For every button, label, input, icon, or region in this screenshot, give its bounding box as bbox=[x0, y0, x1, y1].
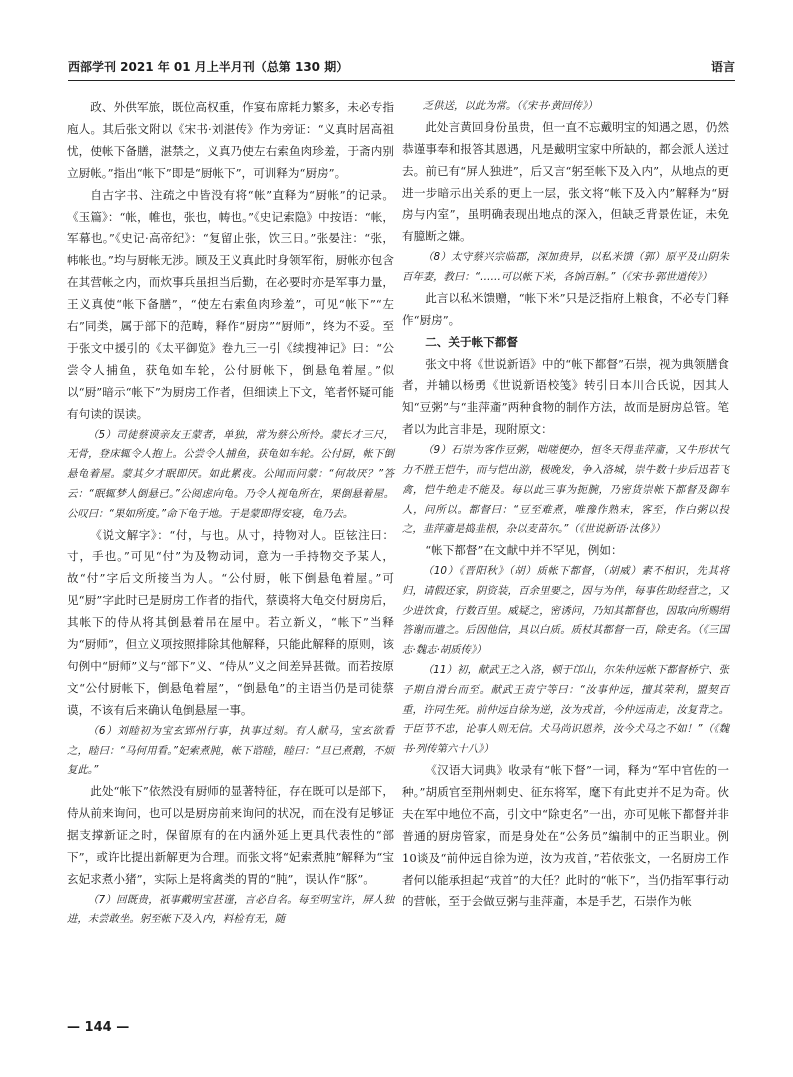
left-column bbox=[67, 97, 394, 930]
header-rule bbox=[68, 80, 735, 81]
citation: （11）初，献武王之入洛，顿于邙山，尔朱仲远帐下都督桥宁、张子期自滑台而至。献武王责宁等曰：“汝事仲远，擅其荣利，盟契百重，许同生死。前仲远自徐为逆，汝为戎首，今仲远南走，汝复背之。于臣节不忠，论事人则无信。犬马尚识恩养，汝今犬马之不如！”（《魏书·列传第六十八》） bbox=[402, 664, 729, 756]
paragraph: 此言以私米馈赠，“帐下米”只是泛指府上粮食，不必专门释作“厨房”。 bbox=[402, 290, 729, 327]
section-label: 语言 bbox=[710, 60, 735, 74]
paragraph: 《说文解字》：“付，与也。从寸，持物对人。臣铉注曰：寸，手也。”可见“付”为及物动词，意为一手持物交予某人，故“付”字后文所接当为人。“公付厨，帐下倒悬龟着屋。”可见“厨”字此时已是厨房工作者的指代，蔡谟将大龟交付厨房后，其帐下的侍从将其倒悬着吊在屋中。若立新义，“帐下”当释为“厨师”，但立义项按照排除其他解释，只能此解释的原则，该句例中“厨师”义与“部下”义、“侍从”义之间差异甚微。而若按原文“公付厨帐下，倒悬龟着屋”，“倒悬龟”的主语当仍是司徒蔡谟，不该有后来确认龟倒悬屋一事。 bbox=[67, 527, 394, 717]
citation: （7）回既贵，祇事戴明宝甚谨，言必自名。每至明宝许，屏人独进，未尝敢坐。躬至帐下及入内，料检有无，随 bbox=[67, 893, 394, 926]
citation: （5）司徒蔡谟亲友王蒙者，单独，常为蔡公所怜。蒙长才三尺，无骨，登床辄令人抱上。公尝令人捕鱼，获龟如车轮。公付厨，帐下倒悬龟着屋。蒙其夕才眠即厌。如此累夜。公闻而问蒙：“何故厌？”答云：“眠辄梦人倒悬已。”公阅虑向龟。乃令人视龟所在，果倒悬着屋。公叹曰：“果如所度。”命下龟于地。于是蒙即得安寝，龟乃去。 bbox=[67, 428, 394, 520]
paragraph: 政、外供军旅，既位高权重，作宴布席耗力繁多，未必专指庖人。其后张文附以《宋书·刘湛传》作为旁证：“义真时居高祖忧，使帐下备膳，湛禁之，义真乃使左右索鱼肉珍羞，于斋内别立厨帐。”指出“帐下”即是“厨帐下”，可训释为“厨房”。 bbox=[67, 100, 394, 180]
paragraph: “帐下都督”在文献中并不罕见，例如： bbox=[425, 543, 623, 558]
paragraph: 张文中将《世说新语》中的“帐下都督”石崇，视为典领膳食者，并辅以杨勇《世说新语校笺》转引日本川合氏说，因其人知“豆粥”与“韭萍齑”两种食物的制作方法，故而是厨房总管。笔者以为此言非是，现附原文： bbox=[402, 356, 729, 437]
journal-info: 西部学刊 2021 年 01 月上半月刊（总第 130 期） bbox=[68, 60, 349, 74]
citation: （10）《晋阳秋》（胡）质帐下都督，（胡威）素不相识，先其将归，请假还家，阴资装，百余里要之，因与为伴，每事佐助经营之，又少进饮食，行数百里。威疑之，密诱问，乃知其都督也，因取向所赐绢答谢而遣之。后因他信，具以白质。质杖其都督一百，除吏名。（《三国志·魏志·胡质传》） bbox=[402, 565, 729, 657]
paragraph: 自古字书、注疏之中皆没有将“帐”直释为“厨帐”的记录。《玉篇》：“帐，帷也，张也，帱也。”《史记索隐》中按语：“帐，军幕也。”《史记·高帝纪》：“复留止张，饮三日。”张晏注：“张，帏帐也。”均与厨帐无涉。顾及王义真此时身领军衔，厨帐亦包含在其营帐之内，而炊事兵虽担当后勤，在必要时亦是军事力量，王义真使“帐下备膳”，“使左右索鱼肉珍羞”，可见“帐下”“左右”同类，属于部下的范畴，释作“厨房”“厨师”，终为不妥。至于张文中援引的《太平御览》卷九三一引《续搜神记》曰：“公尝令人捕鱼，获龟如车轮，公付厨帐下，倒悬龟着屋。”似以“厨”暗示“帐下”为厨房工作者，但细读上下文，笔者怀疑可能有句读的误读。 bbox=[67, 187, 394, 421]
section-heading: 二、关于帐下都督 bbox=[425, 334, 518, 349]
citation: （8）太守蔡兴宗临郡，深加贵异，以私米馈（郭）原平及山阴朱百年妻，教曰：“……可以帐下米，各饷百斛。”（《宋书·郭世道传》） bbox=[402, 251, 729, 284]
page-header bbox=[68, 54, 735, 78]
right-column bbox=[402, 97, 729, 913]
paragraph: 此处言黄回身份虽贵，但一直不忘戴明宝的知遇之恩，仍然恭谨事奉和报答其恩遇，凡是戴明宝家中所缺的，都会派人送过去。前已有“屏人独进”，后又言“躬至帐下及入内”，从地点的更进一步暗示出关系的更上一层，张文将“帐下及入内”解释为“厨房与内室”，虽明确表现出地点的深入，但缺乏背景佐证，未免有臆断之嫌。 bbox=[402, 119, 729, 244]
citation: 乏供送，以此为常。（《宋书·黄回传》） bbox=[422, 100, 598, 112]
paragraph: 此处“帐下”依然没有厨师的显著特征，存在既可以是部下，侍从前来询问，也可以是厨房前来询问的状况，而在没有足够证据支撑新证之时，保留原有的在内涵外延上更具代表性的“部下”，或许比提出新解更为合理。而张文将“妃索煮肫”解释为“宝玄妃求煮小猪”，实际上是将禽类的胃的“肫”，误认作“豚”。 bbox=[67, 784, 394, 886]
citation: （9）石崇为客作豆粥，咄嗟便办，恒冬天得韭萍齑，又牛形状气力不胜王恺牛，而与恺出游，极晚发，争入洛城，崇牛数十步后迅若飞禽，恺牛绝走不能及。每以此三事为扼腕，乃密货崇帐下都督及御车人，问所以。都督曰：“豆至难煮，唯豫作熟末，客至，作白粥以投之，韭萍齑是捣韭根，杂以麦苗尔。”（《世说新语·汰侈》） bbox=[402, 444, 729, 536]
citation: （6）刘睦初为宝玄郢州行事，执事过刻。有人献马，宝玄欲看之，睦曰：“马何用看。”妃索煮肫，帐下谘睦，睦曰：“旦已煮鹅，不烦复此。” bbox=[67, 724, 394, 777]
page-number: — 144 — bbox=[67, 1020, 130, 1035]
paragraph: 《汉语大词典》收录有“帐下督”一词，释为“军中官佐的一种。”胡质官至荆州刺史、征东将军，麾下有此吏并不足为奇。伙夫在军中地位不高，引文中“除吏名”一出，亦可见帐下都督并非普通的厨房管家，而是身处在“公务员”编制中的正当职业。例10谈及“前仲远自徐为逆，汝为戎首，”若依张文，一名厨房工作者何以能承担起“戎首”的大任？此时的“帐下”，当仍指军事行动的营帐，至于会做豆粥与韭萍齑，本是手艺，石崇作为帐 bbox=[402, 763, 729, 909]
